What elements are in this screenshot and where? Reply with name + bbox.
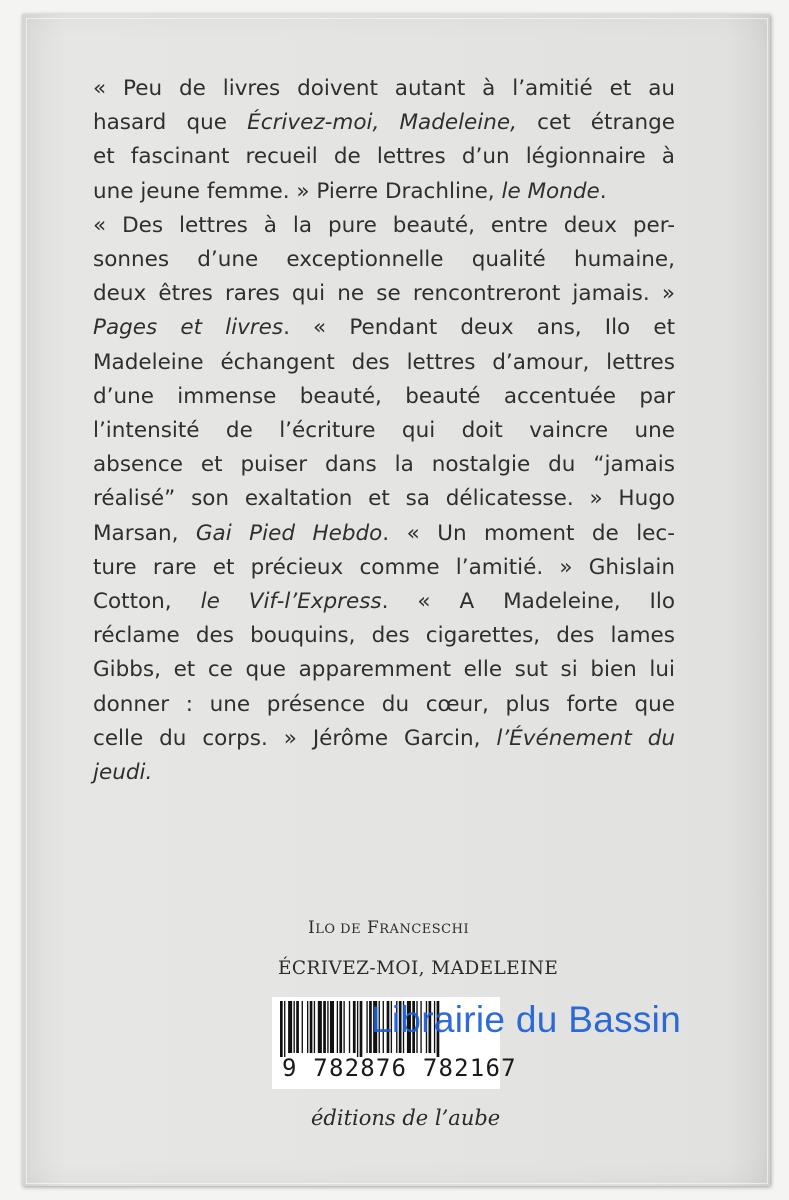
author-first-initial: I <box>308 918 316 938</box>
watermark-text: Librairie du Bassin <box>371 999 682 1040</box>
blurb-line: réalisé” son exaltation et sa délicatesse. » Hugo <box>93 486 675 512</box>
blurb-italic-title: l’Événement du <box>496 725 675 751</box>
blurb-line: sonnes d’une exceptionnelle qualité humaine, <box>93 247 675 273</box>
barcode-bar <box>280 1001 283 1057</box>
blurb-line: deux êtres rares qui ne se rencontreront jamais. » <box>93 281 675 307</box>
author-first-rest: LO DE <box>315 922 362 937</box>
barcode-bar <box>296 1001 299 1053</box>
barcode-bar <box>360 1001 363 1057</box>
barcode-bar <box>307 1001 308 1053</box>
barcode-bar <box>327 1001 328 1053</box>
barcode-bar <box>318 1001 322 1053</box>
blurb-line: donner : une présence du cœur, plus forte que <box>93 691 675 717</box>
blurb-line: absence et puiser dans la nostalgie du “jamais <box>93 452 675 478</box>
blurb-line: Cotton, le Vif-l’Express. « A Madeleine, Ilo <box>93 589 676 615</box>
barcode-bar <box>366 1001 367 1053</box>
blurb-line: réclame des bouquins, des cigarettes, des lames <box>93 623 675 649</box>
blurb-italic-title: le Monde <box>501 178 600 204</box>
barcode-bar <box>294 1001 295 1053</box>
barcode-bar <box>343 1001 344 1053</box>
barcode-bar <box>302 1001 303 1053</box>
author-name <box>308 918 469 938</box>
blurb-italic-title: Écrivez-moi, Madeleine, <box>247 110 517 136</box>
blurb-line: d’une immense beauté, beauté accentuée par <box>93 383 675 409</box>
barcode-bar <box>349 1001 350 1053</box>
blurb-italic-title: jeudi. <box>93 760 153 786</box>
blurb-line: l’intensité de l’écriture qui doit vaincre une <box>93 418 675 444</box>
barcode-bar <box>337 1001 338 1053</box>
barcode-bar <box>288 1001 292 1053</box>
barcode-digits: 9 782876 782167 <box>282 1054 517 1082</box>
blurb-line: celle du corps. » Jérôme Garcin, l’Événement du <box>93 725 675 751</box>
author-last-initial: F <box>366 918 380 938</box>
blurb-line: hasard que Écrivez-moi, Madeleine, cet étrange <box>93 110 675 136</box>
author-last-rest: RANCESCHI <box>379 922 470 937</box>
blurb-italic-title: le Vif-l’Express <box>200 589 382 615</box>
barcode-bar <box>284 1001 285 1057</box>
publisher-name: éditions de l’aube <box>311 1106 501 1130</box>
barcode-bar <box>310 1001 313 1053</box>
blurb-italic-title: Pages et livres <box>93 315 284 341</box>
blurb-line: « Des lettres à la pure beauté, entre deux per- <box>93 212 675 238</box>
blurb-line: ture rare et précieux comme l’amitié. » Ghislain <box>93 554 675 580</box>
blurb-line: « Peu de livres doivent autant à l’amitié et au <box>93 76 675 101</box>
barcode-bar <box>314 1001 315 1053</box>
blurb-line: Pages et livres. « Pendant deux ans, Ilo et <box>93 315 675 341</box>
barcode-bar <box>323 1001 326 1053</box>
blurb-line: une jeune femme. » Pierre Drachline, le Monde. <box>93 178 607 204</box>
blurb-line: Marsan, Gai Pied Hebdo. « Un moment de lec- <box>93 520 675 546</box>
barcode-bar <box>353 1001 356 1053</box>
barcode-bar <box>357 1001 358 1057</box>
blurb-line <box>93 756 675 790</box>
blurb-line: et fascinant recueil de lettres d’un légionnaire à <box>93 144 675 170</box>
barcode-bar <box>339 1001 342 1053</box>
barcode-bar <box>330 1001 334 1053</box>
blurb-line: Gibbs, et ce que apparemment elle sut si bien lui <box>93 657 675 683</box>
blurb-italic-title: Gai Pied Hebdo <box>195 520 383 546</box>
blurb-text <box>93 72 675 790</box>
blurb-line: Madeleine échangent des lettres d’amour, lettres <box>93 349 675 375</box>
book-title: ÉCRIVEZ-MOI, MADELEINE <box>278 958 559 979</box>
